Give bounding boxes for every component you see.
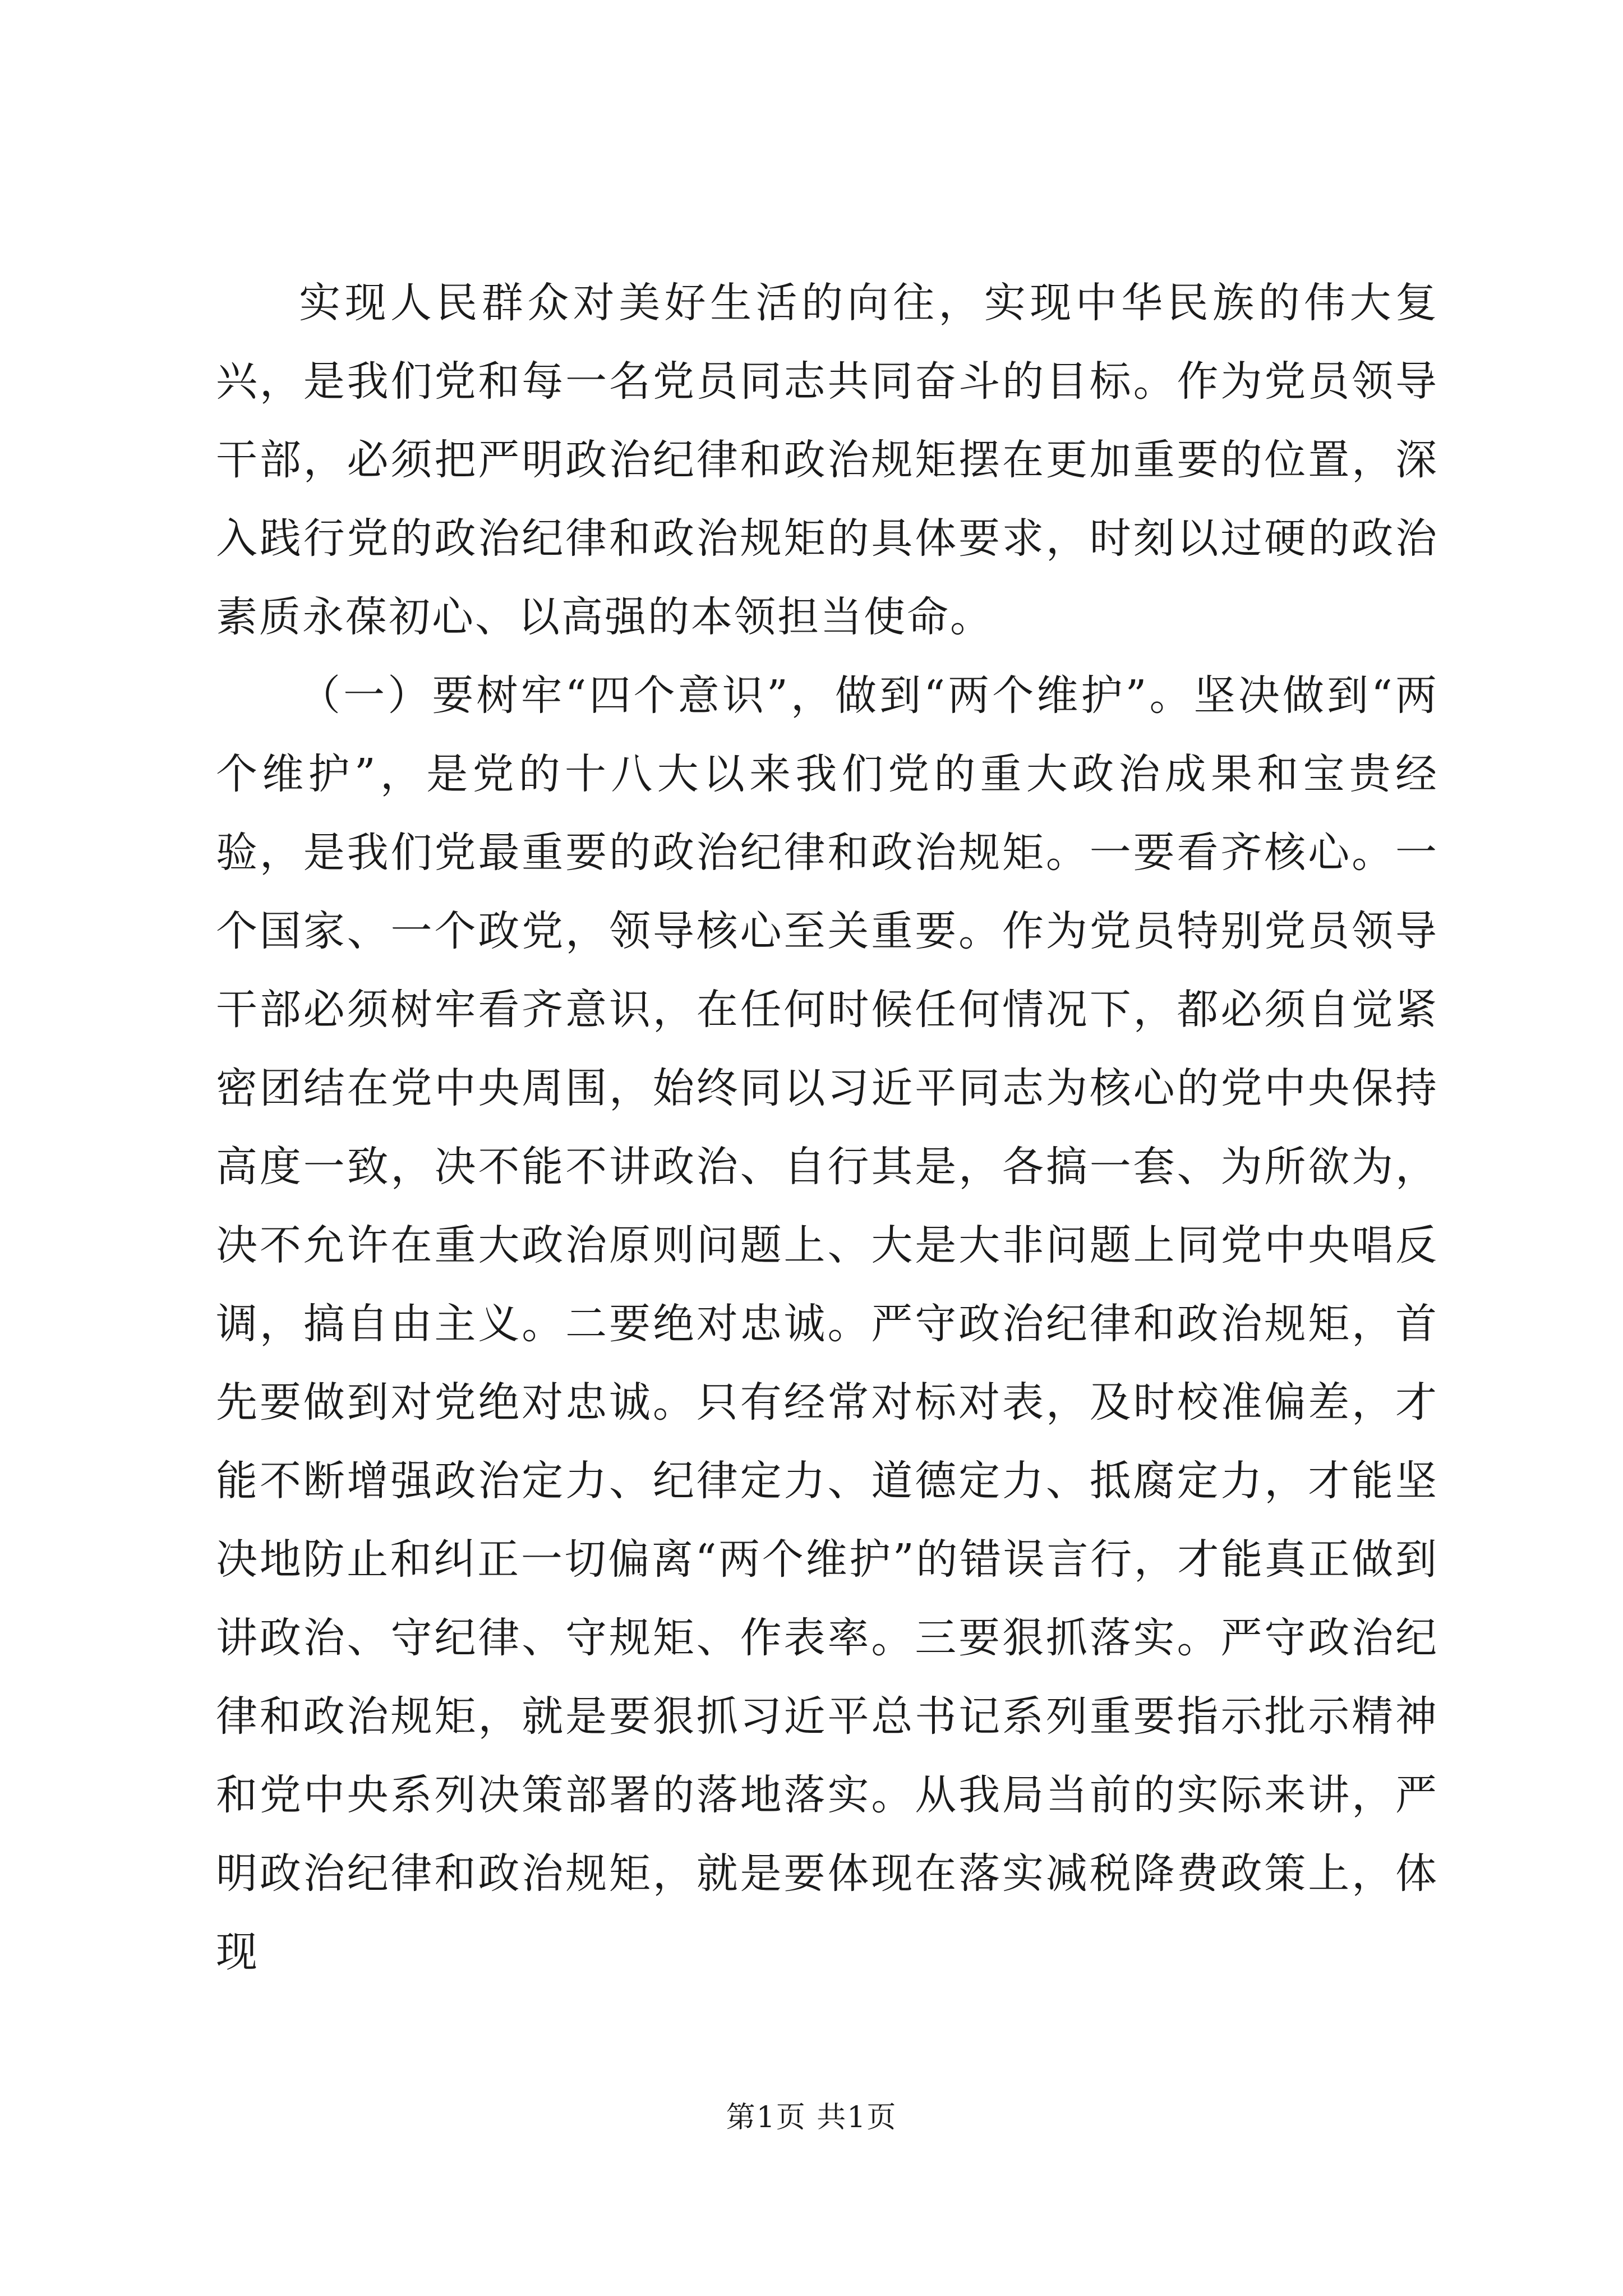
paragraph-intro: 实现人民群众对美好生活的向往，实现中华民族的伟大复兴，是我们党和每一名党员同志共同奋斗的目标。作为党员领导干部，必须把严明政治纪律和政治规矩摆在更加重要的位置，深入践行党的政治纪律和政治规矩的具体要求，时刻以过硬的政治素质永葆初心、以高强的本领担当使命。 bbox=[216, 279, 1438, 641]
paragraph-section-one: （一）要树牢“四个意识”，做到“两个维护”。坚决做到“两个维护”，是党的十八大以来我们党的重大政治成果和宝贵经验，是我们党最重要的政治纪律和政治规矩。一要看齐核心。一个国家、一个政党，领导核心至关重要。作为党员特别党员领导干部必须树牢看齐意识，在任何时候任何情况下，都必须自觉紧密团结在党中央周围，始终同以习近平同志为核心的党中央保持高度一致，决不能不讲政治、自行其是，各搞一套、为所欲为，决不允许在重大政治原则问题上、大是大非问题上同党中央唱反调，搞自由主义。二要绝对忠诚。严守政治纪律和政治规矩，首先要做到对党绝对忠诚。只有经常对标对表，及时校准偏差，才能不断增强政治定力、纪律定力、道德定力、抵腐定力，才能坚决地防止和纠正一切偏离“两个维护”的错误言行，才能真正做到讲政治、守纪律、守规矩、作表率。三要狠抓落实。严守政治纪律和政治规矩，就是要狠抓习近平总书记系列重要指示批示精神和党中央系列决策部署的落地落实。从我局当前的实际来讲，严明政治纪律和政治规矩，就是要体现在落实减税降费政策上，体现 bbox=[216, 671, 1438, 1976]
document-body bbox=[216, 264, 1438, 1991]
page-footer: 第1页 共1页 bbox=[726, 2101, 897, 2134]
